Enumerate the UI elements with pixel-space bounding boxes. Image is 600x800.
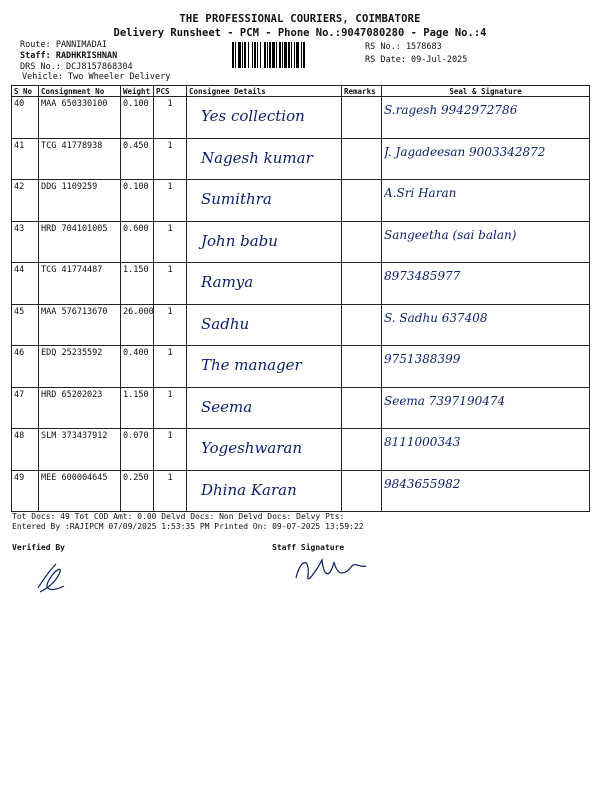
row-weight: 0.400 [123,348,149,358]
row-remarks [344,222,379,224]
row-pcs: 1 [167,389,173,400]
col-remarks: Remarks [342,86,382,97]
rs-number: RS No.: 1578683 [365,42,442,52]
row-pcs: 1 [167,306,173,317]
row-consignment-no: MEE 600004645 [41,472,108,483]
row-consignee: The manager [201,356,302,374]
row-sno: 46 [14,348,25,358]
row-weight: 0.100 [123,99,149,109]
vehicle-label: Vehicle: Two Wheeler Delivery [22,72,171,82]
row-consignee: Nagesh kumar [201,148,313,167]
row-pcs: 1 [167,265,173,275]
barcode-image [232,42,360,68]
row-pcs: 1 [167,348,173,358]
row-remarks [344,263,379,265]
table-row [12,97,590,139]
verified-by-label: Verified By [12,543,65,552]
row-sno: 49 [14,472,25,483]
row-pcs: 1 [167,140,173,151]
entered-by-line: Entered By :RAJIPCM 07/09/2025 1:53:35 PM Printed On: 09-07-2025 13:59:22 [12,522,364,531]
row-remarks [344,346,379,348]
row-sno: 42 [14,182,25,192]
row-consignment-no: TCG 41774487 [41,265,103,275]
row-seal: A.Sri Haran [384,186,457,200]
row-seal: Sangeetha (sai balan) [384,227,517,242]
row-seal: 8111000343 [384,435,461,449]
drs-label: DRS No.: DCJ8157868304 [20,62,133,72]
row-consignee: Sadhu [201,314,250,333]
row-consignment-no: HRD 65202023 [41,389,103,400]
row-seal: Seema 7397190474 [384,393,506,408]
row-consignment-no: MAA 650330100 [41,99,108,109]
col-pcs: PCS [154,86,187,97]
row-sno: 47 [14,389,25,400]
route-label: Route: PANNIMADAI [20,40,107,50]
row-consignee: Sumithra [201,190,272,208]
row-remarks [344,305,379,307]
row-sno: 43 [14,223,25,234]
row-seal: 8973485977 [384,269,461,283]
row-consignee: Ramya [201,273,254,291]
row-seal: S.ragesh 9942972786 [384,103,518,117]
col-seal: Seal & Signature [382,86,590,97]
row-weight: 0.100 [123,182,149,192]
staff-signature-label: Staff Signature [272,543,345,552]
row-consignee: Yes collection [201,107,305,125]
row-consignee: John babu [201,231,278,250]
row-sno: 45 [14,306,25,317]
row-pcs: 1 [167,472,173,483]
row-remarks [344,180,379,182]
row-weight: 0.450 [123,140,149,151]
row-seal: S. Sadhu 637408 [384,310,488,325]
row-pcs: 1 [167,182,173,192]
row-sno: 40 [14,99,25,109]
staff-signature-image [290,548,370,590]
row-consignee: Seema [201,397,253,416]
row-weight: 26.000 [123,306,154,317]
table-row [12,346,590,388]
row-weight: 0.600 [123,223,149,234]
table-header-row [12,86,590,97]
table-row [12,470,590,512]
verified-signature-image [30,558,70,598]
row-consignee: Yogeshwaran [201,439,303,457]
table-row [12,429,590,471]
row-pcs: 1 [167,223,173,234]
row-sno: 44 [14,265,25,275]
row-consignment-no: SLM 373437912 [41,431,108,441]
row-pcs: 1 [167,431,173,441]
row-remarks [344,471,379,473]
row-consignment-no: MAA 576713670 [41,306,108,317]
row-consignee: Dhina Karan [201,480,297,499]
col-consignee: Consignee Details [187,86,342,97]
rs-date: RS Date: 09-Jul-2025 [365,55,468,65]
row-consignment-no: TCG 41778938 [41,140,103,151]
row-remarks [344,388,379,390]
table-row [12,263,590,305]
table-row [12,304,590,346]
col-sno: S No [12,86,39,97]
col-weight: Weight [121,86,154,97]
company-title: THE PROFESSIONAL COURIERS, COIMBATORE [179,13,421,25]
runsheet-subtitle: Delivery Runsheet - PCM - Phone No.:9047080280 - Page No.:4 [113,27,487,39]
totals-line: Tot Docs: 49 Tot COD Amt: 0.00 Delvd Docs: Non Delvd Docs: Delvy Pts: [12,512,345,521]
row-weight: 0.070 [123,431,149,441]
row-seal: J. Jagadeesan 9003342872 [384,144,546,159]
row-sno: 41 [14,140,25,151]
row-weight: 1.150 [123,389,149,400]
row-consignment-no: HRD 704101005 [41,223,108,234]
row-seal: 9843655982 [384,476,461,491]
row-remarks [344,97,379,99]
table-row [12,387,590,429]
runsheet-table [11,85,590,512]
row-sno: 48 [14,431,25,441]
row-consignment-no: DDG 1109259 [41,182,98,192]
row-remarks [344,429,379,431]
row-pcs: 1 [167,99,173,109]
row-remarks [344,139,379,141]
row-weight: 0.250 [123,472,149,483]
table-row [12,180,590,222]
row-seal: 9751388399 [384,352,461,366]
row-consignment-no: EDQ 25235592 [41,348,103,358]
row-weight: 1.150 [123,265,149,275]
table-row [12,138,590,180]
col-consignment: Consignment No [39,86,121,97]
table-row [12,221,590,263]
staff-label: Staff: RADHKRISHNAN [20,51,118,61]
